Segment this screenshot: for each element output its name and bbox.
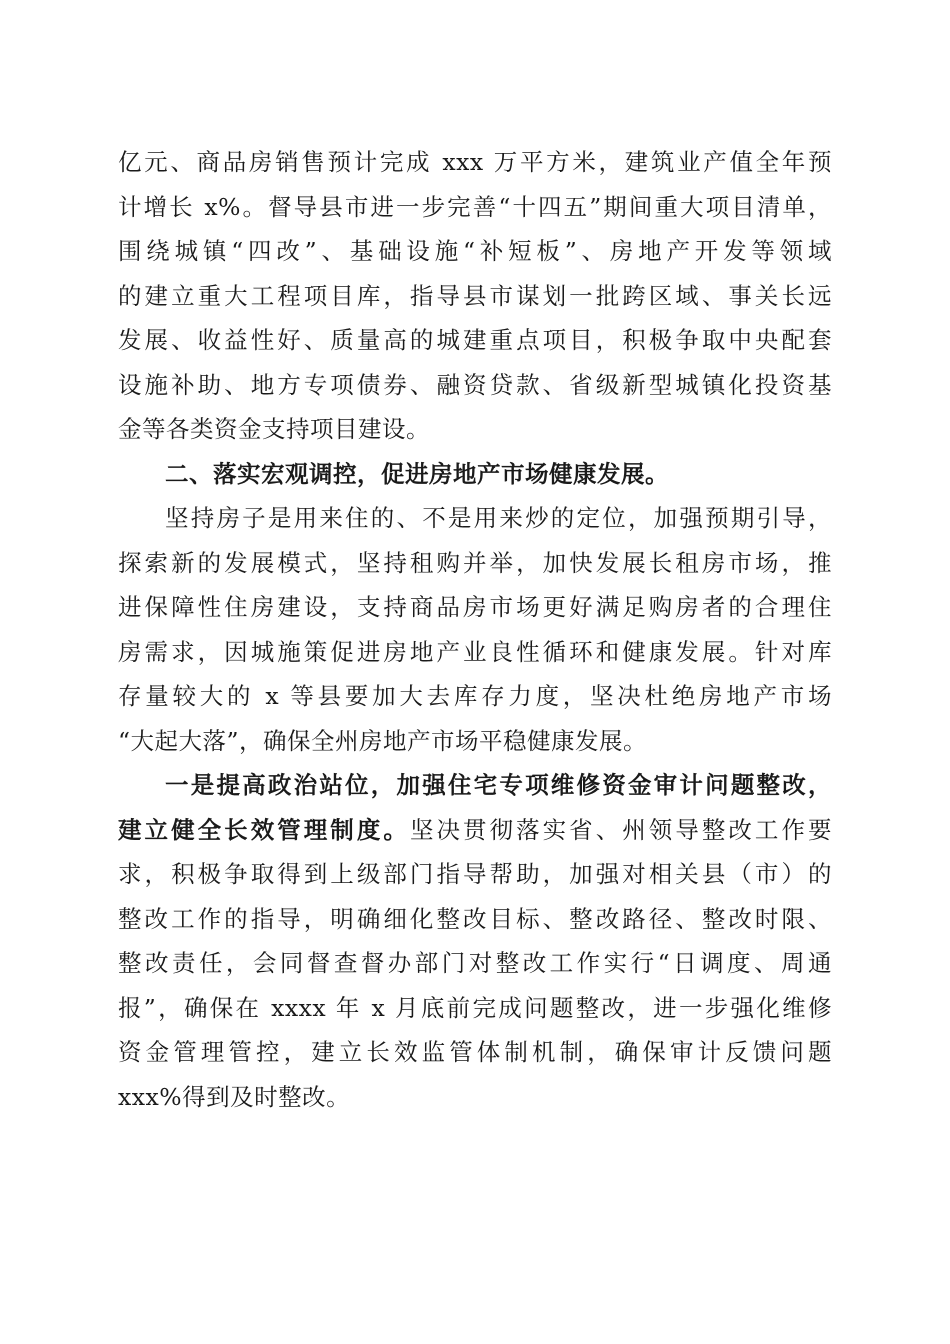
text-line: 资金管理管控，建立长效监管体制机制，确保审计反馈问题 — [118, 1038, 832, 1066]
text-line: 计增长 x%。督导县市进一步完善“十四五”期间重大项目清单， — [118, 192, 832, 221]
text-line: 房需求，因城施策促进房地产业良性循环和健康发展。针对库 — [118, 637, 832, 666]
lead-text: 建立健全长效管理制度。 — [118, 815, 410, 844]
text-line: 报”，确保在 xxxx 年 x 月底前完成问题整改，进一步强化维修 — [118, 993, 832, 1022]
text-line: 围绕城镇“四改”、基础设施“补短板”、房地产开发等领域 — [118, 237, 832, 265]
text-line: 发展、收益性好、质量高的城建重点项目，积极争取中央配套 — [118, 326, 832, 354]
text-line: 整改责任，会同督查督办部门对整改工作实行“日调度、周通 — [118, 949, 832, 977]
text-line: 进保障性住房建设，支持商品房市场更好满足购房者的合理住 — [118, 593, 832, 621]
text-line: 的建立重大工程项目库，指导县市谋划一批跨区域、事关长远 — [118, 281, 832, 310]
text-line: 坚持房子是用来住的、不是用来炒的定位，加强预期引导， — [165, 504, 832, 532]
text-line: 探索新的发展模式，坚持租购并举，加快发展长租房市场，推 — [118, 548, 832, 577]
text-line: 设施补助、地方专项债券、融资贷款、省级新型城镇化投资基 — [118, 370, 832, 399]
text-line: 金等各类资金支持项目建设。 — [118, 415, 430, 443]
text-line: 整改工作的指导，明确细化整改目标、整改路径、整改时限、 — [118, 904, 832, 933]
lead-text-line: 一是提高政治站位，加强住宅专项维修资金审计问题整改， — [165, 771, 832, 799]
text-line-mixed — [118, 808, 832, 853]
paragraph-project-construction — [118, 140, 832, 452]
section-heading-2 — [118, 452, 832, 497]
text-line: 亿元、商品房销售预计完成 xxx 万平方米，建筑业产值全年预 — [118, 148, 832, 176]
paragraph-housing-market — [118, 496, 832, 763]
paragraph-maintenance-fund — [118, 763, 832, 1119]
text-line: 求，积极争取得到上级部门指导帮助，加强对相关县（市）的 — [118, 860, 832, 888]
section-heading: 二、落实宏观调控，促进房地产市场健康发展。 — [165, 459, 669, 488]
text-line: xxx%得到及时整改。 — [118, 1082, 351, 1111]
text-line: 存量较大的 x 等县要加大去库存力度，坚决杜绝房地产市场 — [118, 682, 832, 710]
document-page — [118, 140, 832, 1119]
body-text: 坚决贯彻落实省、州领导整改工作要 — [409, 815, 833, 844]
text-line: “大起大落”，确保全州房地产市场平稳健康发展。 — [118, 726, 648, 755]
